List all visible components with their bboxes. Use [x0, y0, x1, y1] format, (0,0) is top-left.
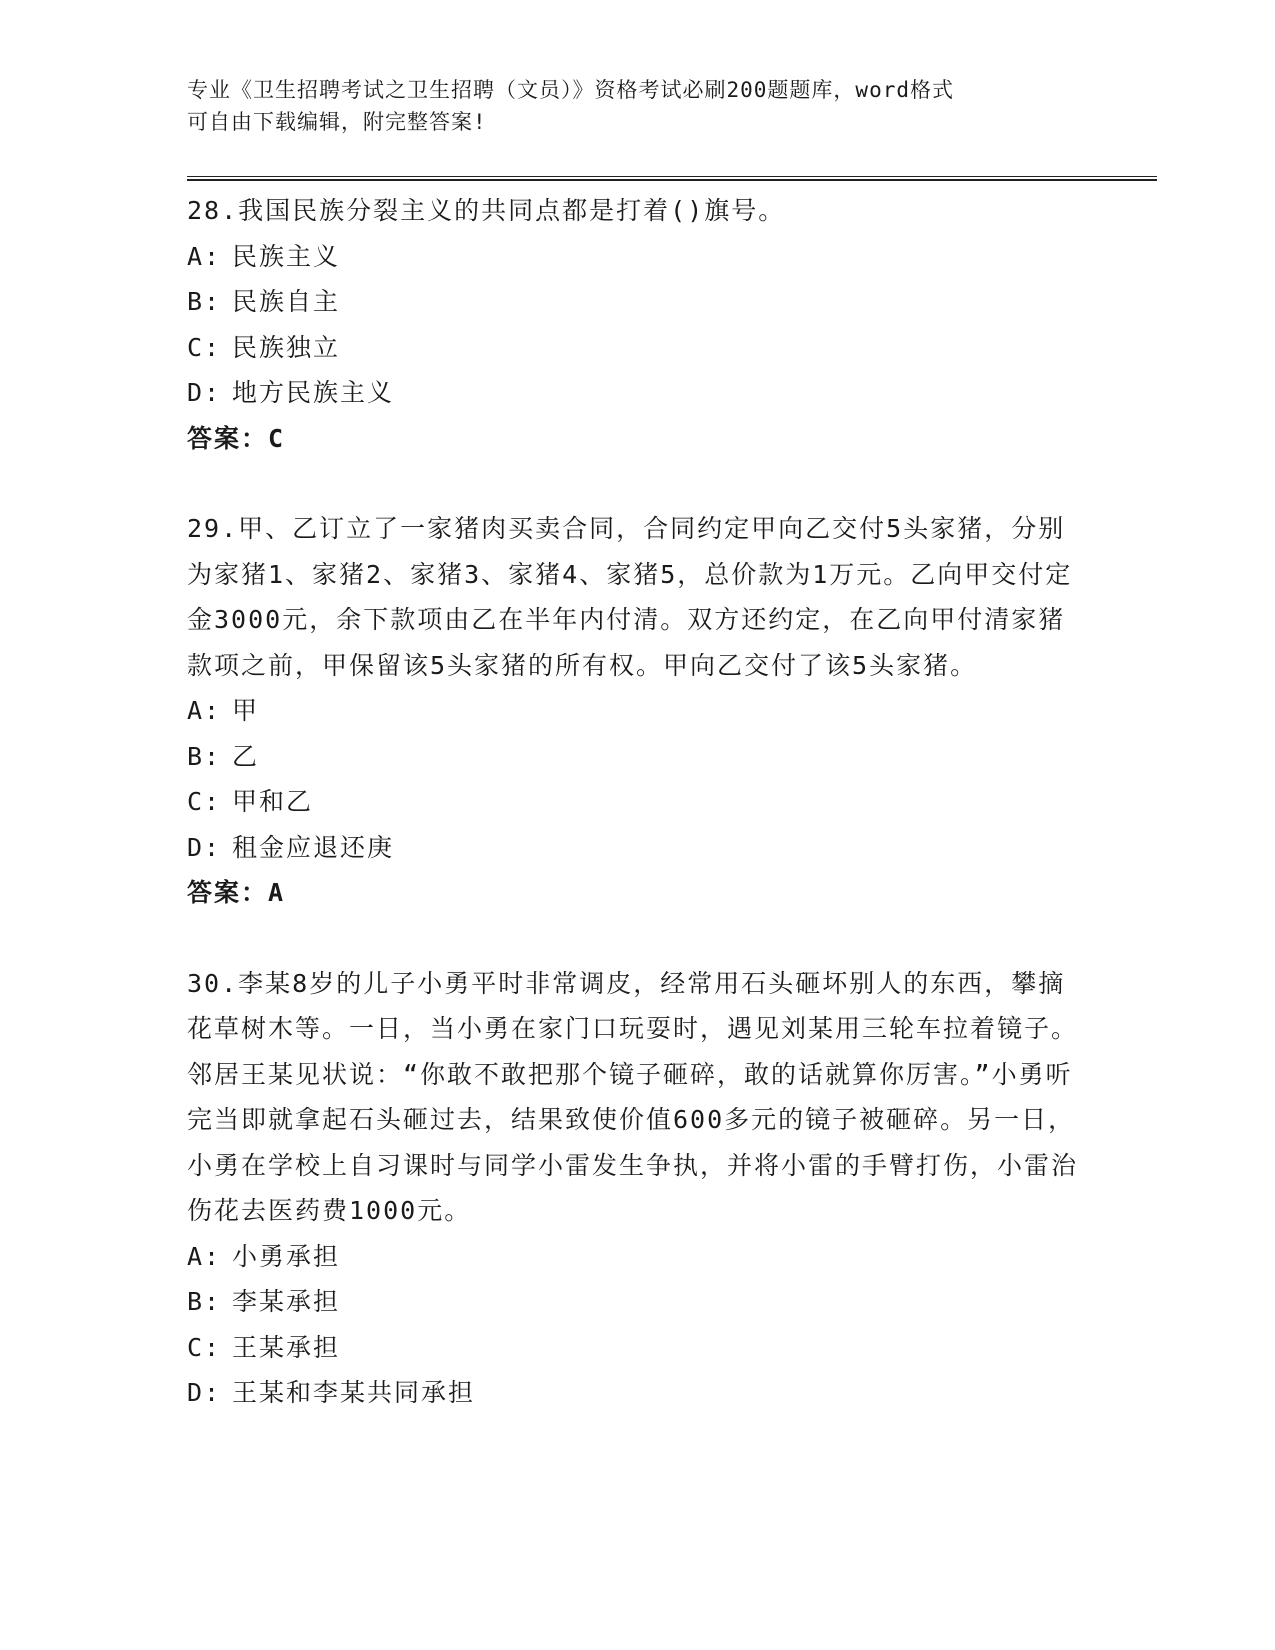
option-key: D: [187, 832, 222, 862]
question-29 [187, 506, 1087, 916]
option-key: D: [187, 378, 222, 407]
header-line-1: 专业《卫生招聘考试之卫生招聘（文员）》资格考试必刷200题题库，word格式 [187, 78, 954, 102]
option-text: 小勇承担 [232, 1241, 341, 1271]
option-text: 租金应退还庚 [232, 832, 395, 862]
option-text: 王某和李某共同承担 [232, 1378, 476, 1407]
option-key: C: [187, 332, 222, 362]
option-b [187, 279, 1087, 325]
option-key: B: [187, 741, 222, 771]
option-key: A: [187, 1241, 222, 1271]
option-b [187, 1279, 1087, 1325]
option-c [187, 779, 1087, 825]
option-d [187, 1370, 1087, 1416]
option-d [187, 370, 1087, 416]
option-key: B: [187, 287, 222, 316]
option-key: C: [187, 787, 222, 816]
option-text: 甲和乙 [232, 787, 314, 816]
option-c [187, 1325, 1087, 1371]
document-header [187, 74, 1067, 138]
spacer [187, 461, 1087, 506]
spacer [187, 916, 1087, 961]
option-a [187, 234, 1087, 280]
question-text: 30.李某8岁的儿子小勇平时非常调皮，经常用石头砸坏别人的东西，攀摘花草树木等。一日，当小勇在家门口玩耍时，遇见刘某用三轮车拉着镜子。邻居王某见状说：“你敢不敢把那个镜子砸碎，敢的话就算你厉害。”小勇听完当即就拿起石头砸过去，结果致使价值600多元的镜子被砸碎。另一日，小勇在学校上自习课时与同学小雷发生争执，并将小雷的手臂打伤，小雷治伤花去医药费1000元。 [187, 968, 1079, 1225]
option-text: 民族独立 [232, 332, 341, 362]
option-key: B: [187, 1287, 222, 1316]
option-text: 乙 [232, 741, 260, 771]
option-text: 地方民族主义 [232, 378, 395, 407]
question-30 [187, 961, 1087, 1416]
question-list [187, 188, 1087, 1416]
question-text: 28.我国民族分裂主义的共同点都是打着()旗号。 [187, 196, 786, 225]
question-28 [187, 188, 1087, 461]
option-text: 民族主义 [232, 241, 341, 271]
option-key: C: [187, 1332, 222, 1362]
option-a [187, 1234, 1087, 1280]
question-text: 29.甲、乙订立了一家猪肉买卖合同，合同约定甲向乙交付5头家猪，分别为家猪1、家猪2、家猪3、家猪4、家猪5，总价款为1万元。乙向甲交付定金3000元，余下款项由乙在半年内付清。双方还约定，在乙向甲付清家猪款项之前，甲保留该5头家猪的所有权。甲向乙交付了该5头家猪。 [187, 514, 1073, 680]
option-key: D: [187, 1378, 222, 1407]
option-b [187, 734, 1087, 780]
answer: 答案：A [187, 878, 286, 907]
header-line-2: 可自由下载编辑，附完整答案! [187, 110, 487, 134]
option-text: 王某承担 [232, 1332, 341, 1362]
option-text: 民族自主 [232, 287, 341, 316]
option-c [187, 325, 1087, 371]
answer: 答案：C [187, 423, 286, 453]
option-d [187, 825, 1087, 871]
option-text: 李某承担 [232, 1287, 341, 1316]
header-divider [187, 176, 1157, 181]
option-key: A: [187, 696, 222, 725]
option-text: 甲 [232, 696, 260, 725]
option-a [187, 688, 1087, 734]
option-key: A: [187, 241, 222, 271]
